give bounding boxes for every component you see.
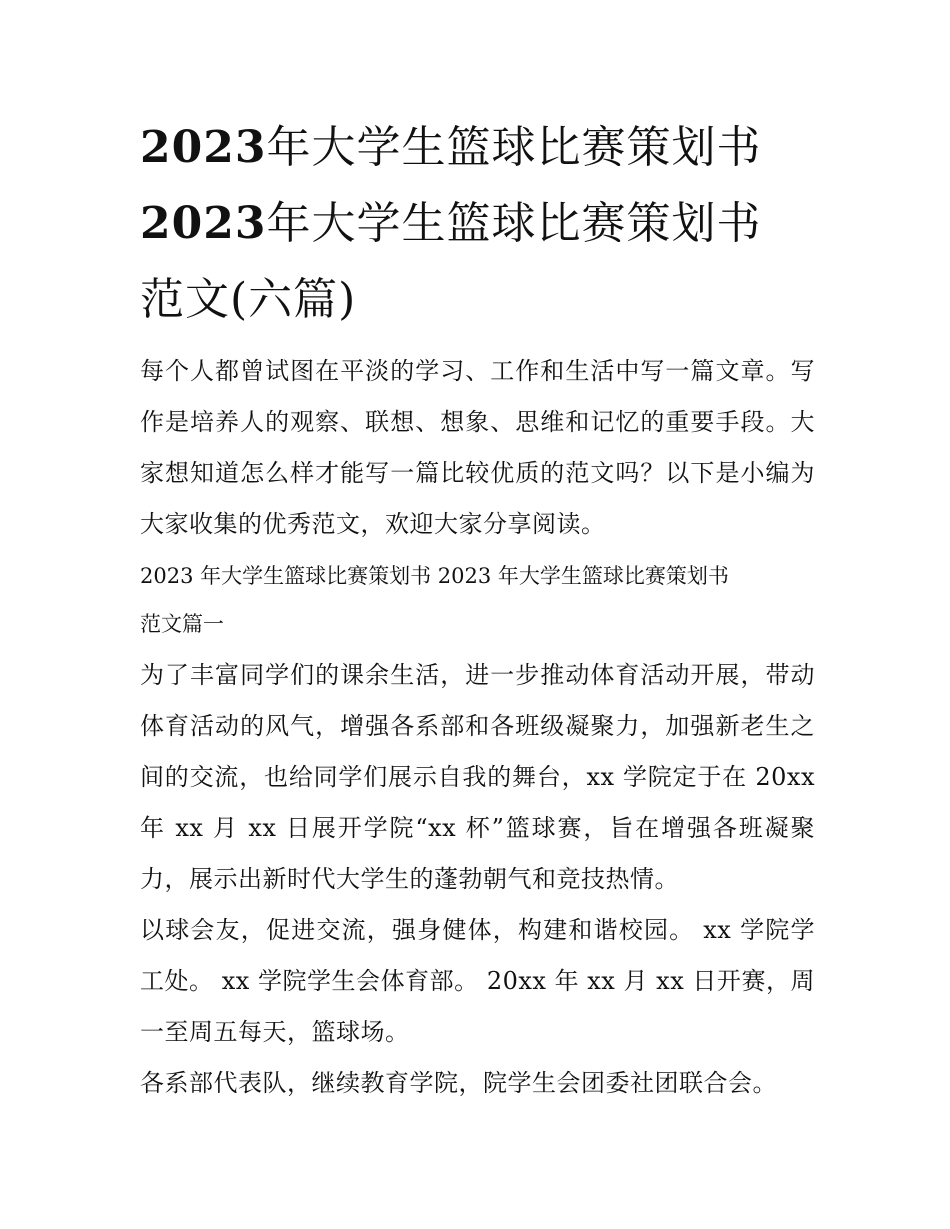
document-title — [140, 110, 815, 338]
section-heading-line-2: 范文篇一 — [140, 612, 224, 636]
body-paragraph-3: 各系部代表队，继续教育学院，院学生会团委社团联合会。 — [140, 1069, 777, 1097]
title-text-3: 范文(六篇) — [140, 274, 357, 325]
body-paragraph-1: 为了丰富同学们的课余生活，进一步推动体育活动开展，带动体育活动的风气，增强各系部和各班级凝聚力，加强新老生之间的交流，也给同学们展示自我的舞台，xx 学院定于在 20xx 年 xx 月 xx 日展开学院“xx 杯”篮球赛，旨在增强各班凝聚力，展示出新时代大学生的蓬勃朝气和竞技热情。 — [140, 661, 815, 893]
section-heading — [140, 552, 815, 648]
section-heading-line-1: 2023 年大学生篮球比赛策划书 2023 年大学生篮球比赛策划书 — [140, 564, 729, 588]
title-year-1: 2023 — [140, 122, 267, 173]
body-paragraph-2: 以球会友，促进交流，强身健体，构建和谐校园。 xx 学院学工处。 xx 学院学生会体育部。 20xx 年 xx 月 xx 日开赛，周一至周五每天，篮球场。 — [140, 916, 815, 1046]
document-page — [140, 110, 815, 1109]
intro-paragraph: 每个人都曾试图在平淡的学习、工作和生活中写一篇文章。写作是培养人的观察、联想、想象、思维和记忆的重要手段。大家想知道怎么样才能写一篇比较优质的范文吗？以下是小编为大家收集的优秀范文，欢迎大家分享阅读。 — [140, 357, 815, 538]
title-text-1: 年大学生篮球比赛策划书 — [266, 122, 762, 173]
title-text-2: 年大学生篮球比赛策划书 — [266, 198, 762, 249]
title-year-2: 2023 — [140, 198, 267, 249]
